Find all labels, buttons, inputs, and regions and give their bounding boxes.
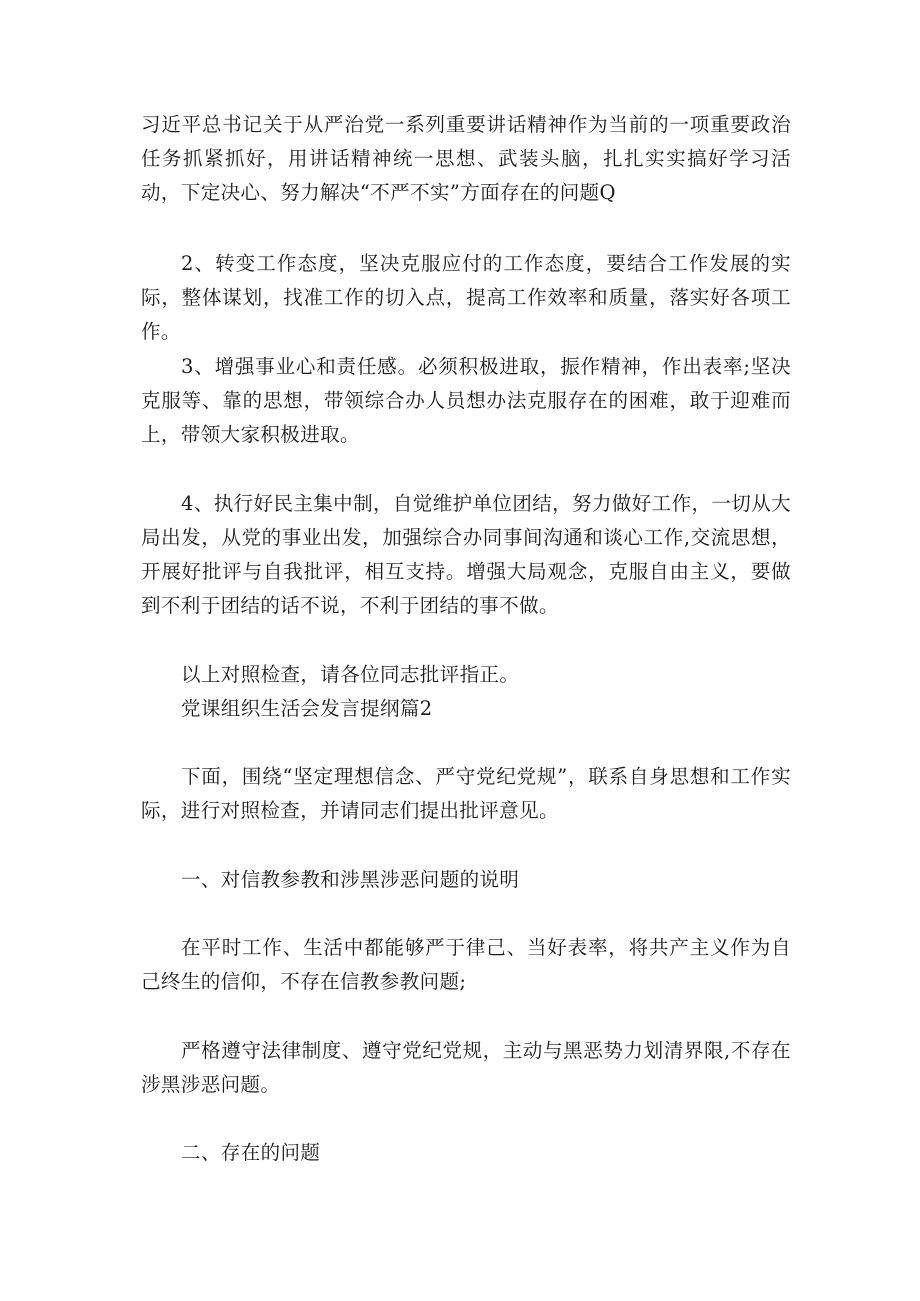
paragraph-item-4: 4、执行好民主集中制，自觉维护单位团结，努力做好工作，一切从大局出发，从党的事业出发，加强综合办同事间沟通和谈心工作,交流思想，开展好批评与自我批评，相互支持。增强大局观念，克服自由主义，要做到不利于团结的话不说，不利于团结的事不做。 — [141, 492, 791, 617]
subheading-one: 一、对信教参教和涉黑涉恶问题的说明 — [181, 868, 520, 891]
paragraph-item-2: 2、转变工作态度，坚决克服应付的工作态度，要结合工作发展的实际，整体谋划，找准工作的切入点，提高工作效率和质量，落实好各项工作。 — [141, 252, 791, 343]
intro-paragraph: 下面，围绕“坚定理想信念、严守党纪党规”，联系自身思想和工作实际，进行对照检查，并请同志们提出批评意见。 — [141, 765, 791, 822]
paragraph-law: 严格遵守法律制度、遵守党纪党规，主动与黑恶势力划清界限,不存在涉黑涉恶问题。 — [141, 1039, 791, 1096]
closing-statement: 以上对照检查，请各位同志批评指正。 — [181, 663, 520, 686]
section-heading: 党课组织生活会发言提纲篇2 — [181, 697, 433, 720]
paragraph-item-3: 3、增强事业心和责任感。必须积极进取，振作精神，作出表率;坚决克服等、靠的思想，带领综合办人员想办法克服存在的困难，敢于迎难而上，带领大家积极进取。 — [141, 355, 791, 446]
paragraph-faith: 在平时工作、生活中都能够严于律己、当好表率，将共产主义作为自己终生的信仰，不存在信教参教问题; — [141, 936, 791, 993]
subheading-two: 二、存在的问题 — [181, 1141, 321, 1164]
paragraph-continuation: 习近平总书记关于从严治党一系列重要讲话精神作为当前的一项重要政治任务抓紧抓好，用讲话精神统一思想、武装头脑，扎扎实实搞好学习活动，下定决心、努力解决“不严不实”方面存在的问题Q — [141, 113, 791, 204]
